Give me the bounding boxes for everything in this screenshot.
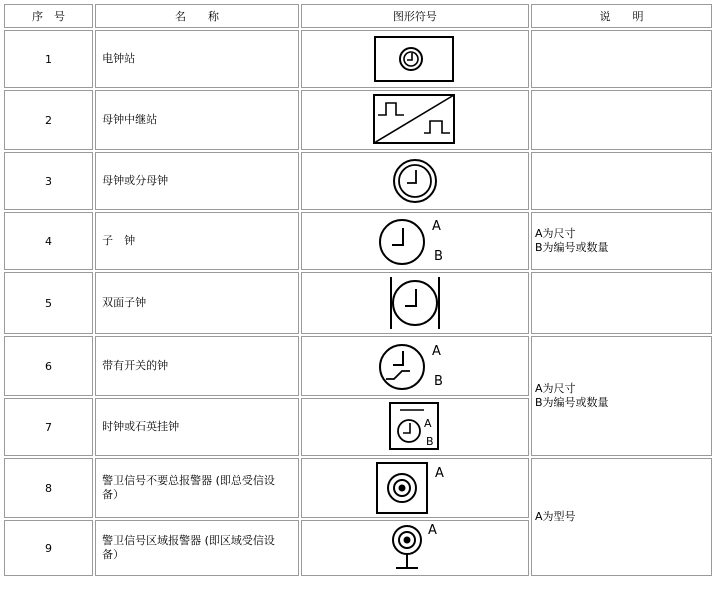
header-note: 说 明 (531, 4, 712, 28)
alarm-master-icon (375, 461, 455, 515)
label-b: B (425, 435, 434, 448)
name-line: 备） (102, 488, 125, 501)
symbol-table (2, 2, 714, 578)
table-row (4, 30, 712, 88)
row-number: 2 (4, 90, 93, 150)
name-line: 备） (102, 548, 125, 561)
header-row (4, 4, 712, 28)
row-number: 4 (4, 212, 93, 270)
quartz-wall-clock-icon (388, 401, 442, 453)
name-line: 警卫信号区域报警器 (即区域受信设 (102, 534, 275, 547)
row-number: 9 (4, 520, 93, 576)
note-line: B为编号或数量 (534, 396, 609, 409)
row-note (531, 30, 712, 88)
switched-clock-icon (372, 339, 458, 393)
master-clock-relay-icon (372, 93, 458, 147)
master-clock-icon (390, 156, 440, 206)
label-b: B (433, 249, 443, 264)
row-note (531, 272, 712, 334)
row-name: 子 钟 (95, 212, 299, 270)
row-note (531, 336, 712, 456)
row-number: 5 (4, 272, 93, 334)
note-line: B为编号或数量 (534, 241, 609, 254)
row-note (531, 458, 712, 576)
row-name (95, 520, 299, 576)
table-row (4, 336, 712, 396)
row-number: 6 (4, 336, 93, 396)
row-note (531, 90, 712, 150)
table-row (4, 272, 712, 334)
header-no: 序 号 (4, 4, 93, 28)
row-number: 7 (4, 398, 93, 456)
alarm-zone-icon (380, 522, 450, 574)
row-note (531, 152, 712, 210)
row-number: 3 (4, 152, 93, 210)
note-line: A为尺寸 (534, 227, 576, 240)
row-name: 时钟或石英挂钟 (95, 398, 299, 456)
table-row (4, 90, 712, 150)
name-line: 警卫信号不要总报警器 (即总受信设 (102, 474, 275, 487)
label-a: A (434, 466, 444, 481)
label-a: A (431, 219, 441, 234)
row-name: 母钟或分母钟 (95, 152, 299, 210)
row-name (95, 458, 299, 518)
label-a: A (427, 523, 437, 538)
row-name: 双面子钟 (95, 272, 299, 334)
label-a: A (431, 344, 441, 359)
note-line: A为型号 (534, 510, 576, 523)
row-number: 1 (4, 30, 93, 88)
double-sided-clock-icon (385, 275, 445, 331)
row-note (531, 212, 712, 270)
label-b: B (433, 374, 443, 389)
note-line: A为尺寸 (534, 382, 576, 395)
header-name: 名 称 (95, 4, 299, 28)
row-name: 母钟中继站 (95, 90, 299, 150)
slave-clock-icon (372, 214, 458, 268)
clock-station-icon (373, 34, 457, 84)
table-row (4, 152, 712, 210)
table-row (4, 458, 712, 518)
label-a: A (423, 417, 432, 430)
row-name: 带有开关的钟 (95, 336, 299, 396)
row-number: 8 (4, 458, 93, 518)
header-symbol: 图形符号 (301, 4, 529, 28)
table-row (4, 212, 712, 270)
row-name: 电钟站 (95, 30, 299, 88)
